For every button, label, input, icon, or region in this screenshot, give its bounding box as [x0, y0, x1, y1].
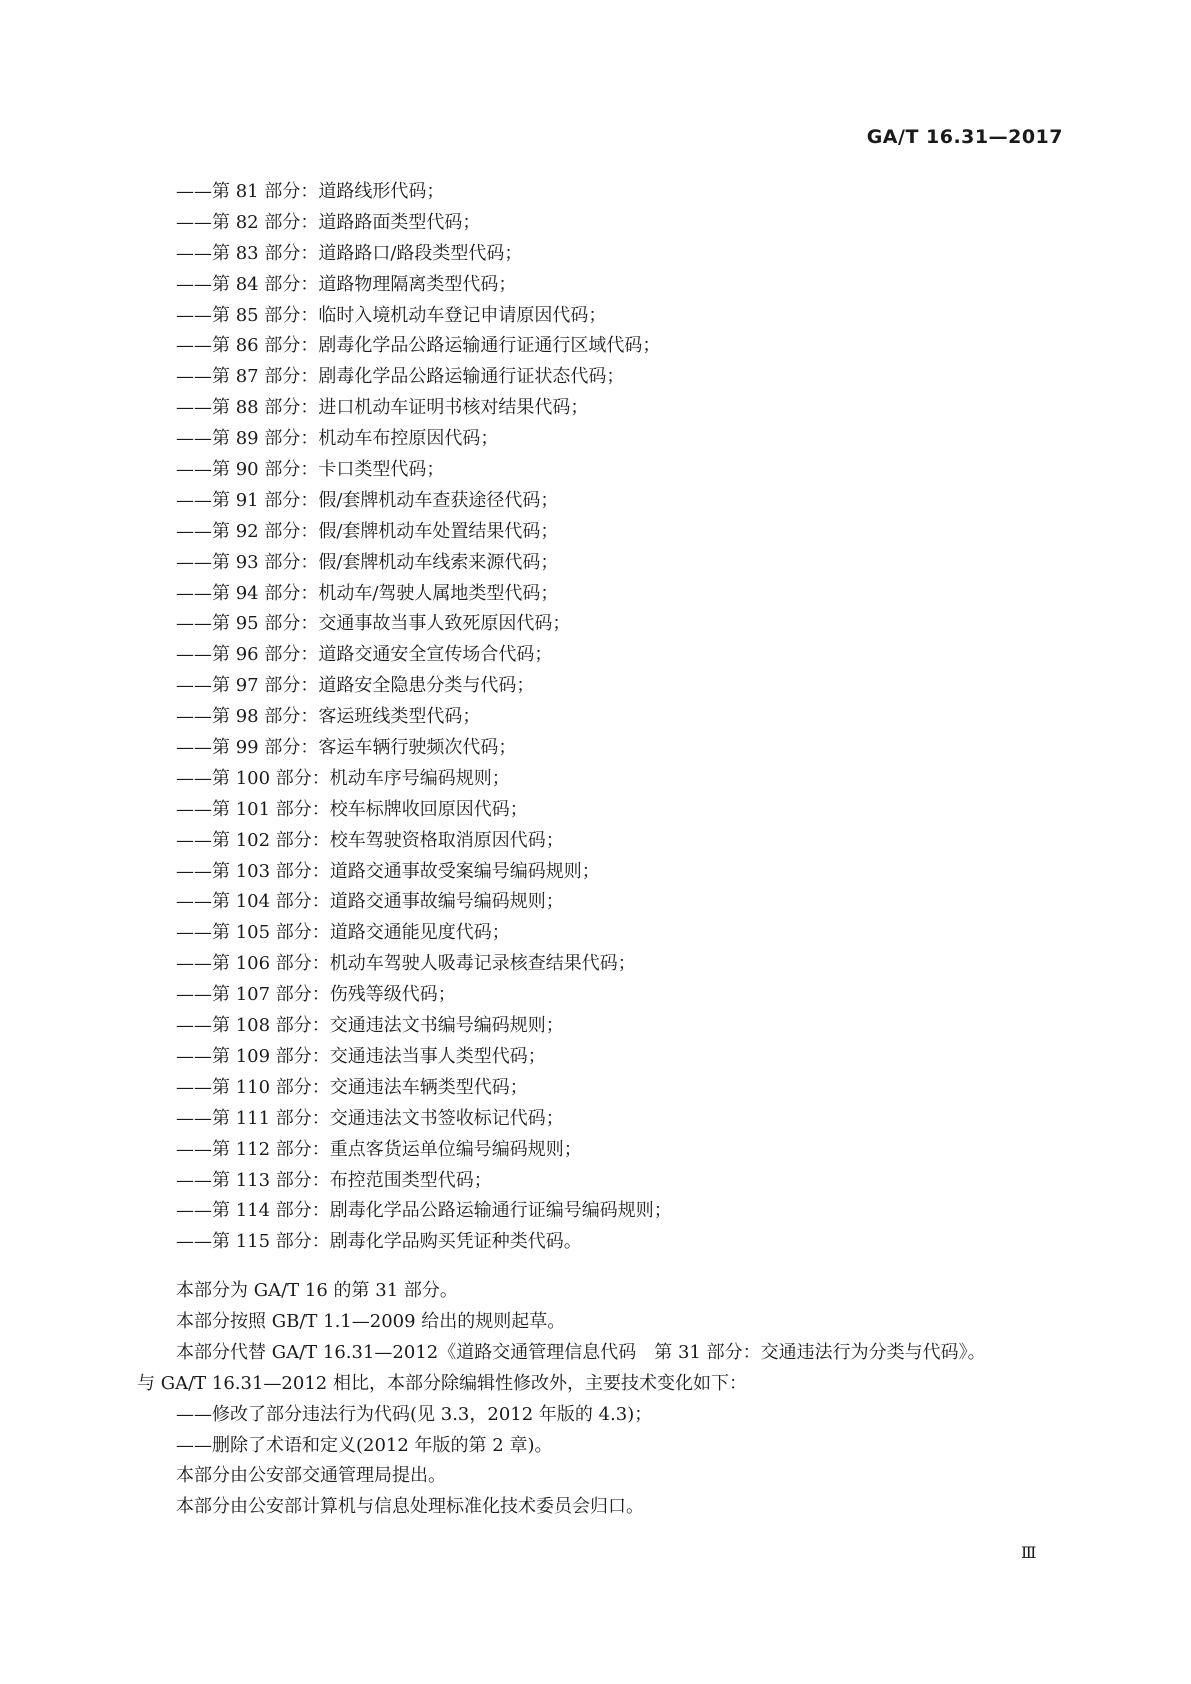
list-item: ——第 83 部分：道路路口/路段类型代码； — [176, 242, 523, 264]
list-item: ——第 104 部分：道路交通事故编号编码规则； — [176, 891, 564, 913]
page-number: Ⅲ — [1021, 1543, 1037, 1562]
list-item: ——第 99 部分：客运车辆行驶频次代码； — [176, 737, 517, 759]
paragraph-replacement-continued: 与 GA/T 16.31—2012 相比，本部分除编辑性修改外，主要技术变化如下： — [137, 1372, 747, 1394]
list-item: ——第 111 部分：交通违法文书签收标记代码； — [176, 1107, 564, 1129]
list-item: ——第 93 部分：假/套牌机动车线索来源代码； — [176, 551, 559, 573]
list-item: ——第 98 部分：客运班线类型代码； — [176, 706, 481, 728]
list-item: ——第 96 部分：道路交通安全宣传场合代码； — [176, 644, 553, 666]
document-code: GA/T 16.31—2017 — [866, 126, 1063, 148]
list-item: ——第 114 部分：剧毒化学品公路运输通行证编号编码规则； — [176, 1200, 672, 1222]
list-item: ——第 107 部分：伤残等级代码； — [176, 984, 456, 1006]
list-item: ——第 103 部分：道路交通事故受案编号编码规则； — [176, 860, 600, 882]
paragraph-drafting-rules: 本部分按照 GB/T 1.1—2009 给出的规则起草。 — [176, 1310, 566, 1332]
foreword-paragraphs — [137, 1276, 1067, 1523]
list-item: ——第 82 部分：道路路面类型代码； — [176, 211, 481, 233]
list-item: ——第 100 部分：机动车序号编码规则； — [176, 767, 510, 789]
list-item: ——第 95 部分：交通事故当事人致死原因代码； — [176, 613, 571, 635]
list-item: ——第 113 部分：布控范围类型代码； — [176, 1169, 492, 1191]
list-item: ——第 94 部分：机动车/驾驶人属地类型代码； — [176, 582, 559, 604]
list-item: ——第 110 部分：交通违法车辆类型代码； — [176, 1076, 528, 1098]
list-item: ——第 89 部分：机动车布控原因代码； — [176, 428, 499, 450]
list-item: ——第 84 部分：道路物理隔离类型代码； — [176, 273, 517, 295]
list-item: ——第 87 部分：剧毒化学品公路运输通行证状态代码； — [176, 366, 625, 388]
list-item: ——第 112 部分：重点客货运单位编号编码规则； — [176, 1138, 582, 1160]
list-item: ——第 92 部分：假/套牌机动车处置结果代码； — [176, 520, 559, 542]
list-item: ——第 106 部分：机动车驾驶人吸毒记录核查结果代码； — [176, 953, 636, 975]
list-item: ——第 86 部分：剧毒化学品公路运输通行证通行区域代码； — [176, 335, 661, 357]
paragraph-proposer: 本部分由公安部交通管理局提出。 — [176, 1465, 446, 1487]
list-item: ——第 115 部分：剧毒化学品购买凭证种类代码。 — [176, 1231, 582, 1253]
list-item: ——第 81 部分：道路线形代码； — [176, 181, 445, 202]
change-item: ——修改了部分违法行为代码(见 3.3，2012 年版的 4.3)； — [176, 1403, 653, 1425]
list-item: ——第 90 部分：卡口类型代码； — [176, 459, 445, 481]
list-item: ——第 105 部分：道路交通能见度代码； — [176, 922, 510, 944]
list-item: ——第 102 部分：校车驾驶资格取消原因代码； — [176, 829, 564, 851]
list-item: ——第 109 部分：交通违法当事人类型代码； — [176, 1045, 546, 1067]
list-item: ——第 91 部分：假/套牌机动车查获途径代码； — [176, 489, 559, 511]
change-item: ——删除了术语和定义(2012 年版的第 2 章)。 — [176, 1434, 553, 1456]
paragraph-replacement: 本部分代替 GA/T 16.31—2012《道路交通管理信息代码 第 31 部分：交通违法行为分类与代码》。 — [176, 1341, 986, 1363]
parts-list — [176, 177, 672, 1258]
paragraph-committee: 本部分由公安部计算机与信息处理标准化技术委员会归口。 — [176, 1496, 644, 1518]
paragraph-part-statement: 本部分为 GA/T 16 的第 31 部分。 — [176, 1280, 458, 1301]
list-item: ——第 88 部分：进口机动车证明书核对结果代码； — [176, 397, 589, 419]
list-item: ——第 101 部分：校车标牌收回原因代码； — [176, 798, 528, 820]
list-item: ——第 85 部分：临时入境机动车登记申请原因代码； — [176, 304, 607, 326]
list-item: ——第 97 部分：道路安全隐患分类与代码； — [176, 675, 535, 697]
list-item: ——第 108 部分：交通违法文书编号编码规则； — [176, 1015, 564, 1037]
